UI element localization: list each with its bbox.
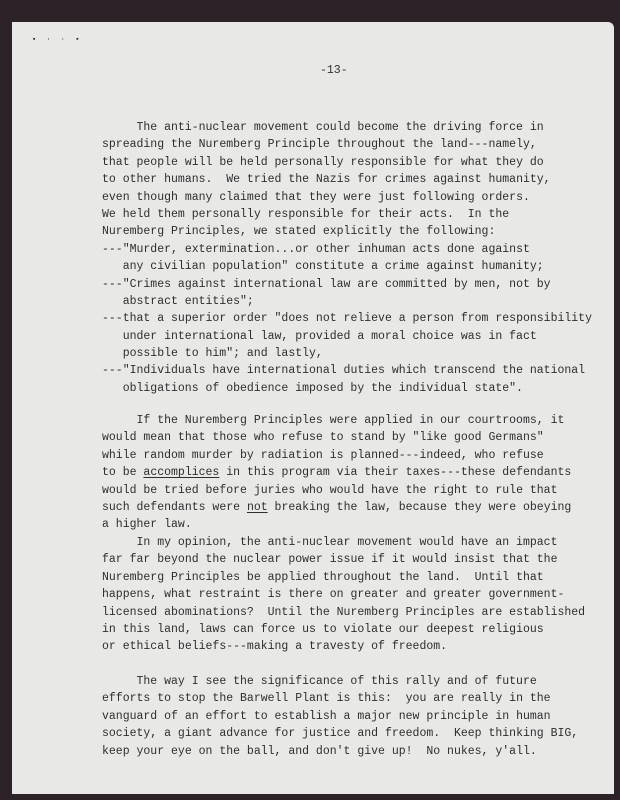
- quote-line: ---"Crimes against international law are committed by men, not by: [102, 277, 551, 291]
- text-line: [102, 464, 571, 481]
- text-line: spreading the Nuremberg Principle throughout the land---namely,: [102, 138, 537, 152]
- text-line: that people will be held personally responsible for what they do: [102, 155, 544, 169]
- quote-line: under international law, provided a moral choice was in fact: [122, 329, 537, 343]
- text-line: happens, what restraint is there on greater and greater government-: [102, 588, 565, 602]
- text-line: licensed abominations? Until the Nuremberg Principles are established: [102, 605, 586, 619]
- text-line: We held them personally responsible for their acts. In the: [102, 207, 510, 221]
- underlined-word: not: [246, 500, 268, 514]
- text-line: in this land, laws can force us to violate our deepest religious: [102, 622, 544, 636]
- page-number: -13-: [320, 64, 348, 77]
- quote-line: ---"Murder, extermination...or other inhuman acts done against: [102, 242, 530, 256]
- paragraph-opinion: [102, 534, 585, 656]
- paragraph-courtrooms: [102, 412, 571, 534]
- paragraph-rally: [102, 673, 578, 760]
- text-line: efforts to stop the Barwell Plant is this: you are really in the: [102, 692, 551, 706]
- text-line: Nuremberg Principles, we stated explicitly the following:: [102, 225, 496, 239]
- text-line: keep your eye on the ball, and don't give up! No nukes, y'all.: [102, 744, 537, 758]
- text-line: [102, 499, 571, 516]
- text-line: far far beyond the nuclear power issue if it would insist that the: [102, 553, 558, 567]
- text-line: The anti-nuclear movement could become the driving force in: [136, 121, 544, 134]
- corner-marks: ▪ · · ▪: [32, 36, 83, 44]
- underlined-word: accomplices: [143, 466, 220, 480]
- text-line: society, a giant advance for justice and freedom. Keep thinking BIG,: [102, 727, 579, 741]
- text-segment: breaking the law, because they were obeying: [267, 500, 572, 514]
- quote-line: ---that a superior order "does not relieve a person from responsibility: [102, 312, 592, 326]
- quote-line: obligations of obedience imposed by the individual state".: [122, 381, 523, 395]
- text-segment: to be: [102, 466, 144, 480]
- text-line: would mean that those who refuse to stand by "like good Germans": [102, 431, 544, 445]
- text-line: In my opinion, the anti-nuclear movement would have an impact: [136, 536, 558, 549]
- text-line: a higher law.: [102, 518, 192, 532]
- text-line: Nuremberg Principles be applied throughout the land. Until that: [102, 570, 544, 584]
- text-line: or ethical beliefs---making a travesty of freedom.: [102, 640, 448, 654]
- text-line: The way I see the significance of this rally and of future: [136, 675, 537, 688]
- text-segment: such defendants were: [102, 500, 247, 514]
- quote-line: abstract entities";: [122, 294, 254, 308]
- text-line: even though many claimed that they were just following orders.: [102, 190, 530, 204]
- quote-line: any civilian population" constitute a crime against humanity;: [122, 260, 544, 274]
- text-line: to other humans. We tried the Nazis for crimes against humanity,: [102, 173, 551, 187]
- text-line: while random murder by radiation is planned---indeed, who refuse: [102, 448, 544, 462]
- text-segment: in this program via their taxes---these defendants: [219, 466, 572, 480]
- text-line: If the Nuremberg Principles were applied in our courtrooms, it: [136, 414, 565, 427]
- paragraph-nuremberg-principle: [102, 119, 592, 397]
- text-line: would be tried before juries who would have the right to rule that: [102, 483, 558, 497]
- quote-line: ---"Individuals have international duties which transcend the national: [102, 364, 586, 378]
- quote-line: possible to him"; and lastly,: [122, 347, 323, 361]
- text-line: vanguard of an effort to establish a major new principle in human: [102, 709, 551, 723]
